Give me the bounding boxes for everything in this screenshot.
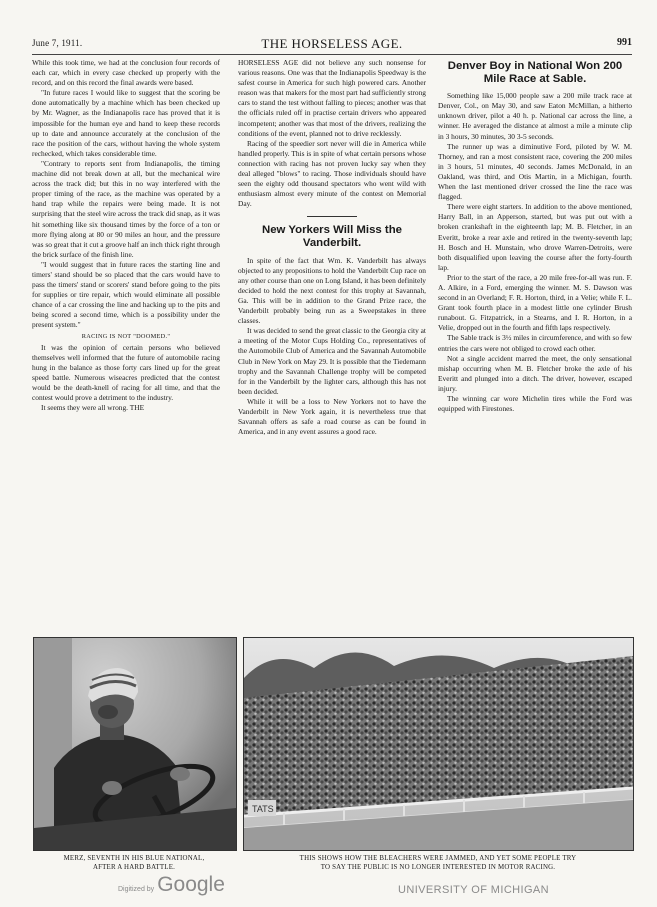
bleachers-illustration [244, 638, 633, 850]
paragraph: The winning car wore Michelin tires while the Ford was equipped with Firestones. [438, 394, 632, 414]
header-rule [32, 54, 632, 55]
seat-sign-label: TATS [252, 804, 274, 814]
article-divider [307, 216, 357, 217]
paragraph: Prior to the start of the race, a 20 mile free-for-all was run. F. A. Alkire, in a Ford, emerging the winner. M. S. Dawson was second in an Overland; F. R. Horton, third, in a Velie; while F. L. Grant took fourth place in a modest little one cylinder Brush runabout. G. Fitzpatrick, in a Stearns, and I. R. Horton, in a Velie, dropped out in the fourth and fifth laps respectively. [438, 272, 632, 333]
column-3 [438, 58, 632, 414]
caption-line: MERZ, SEVENTH IN HIS BLUE NATIONAL, [63, 855, 205, 862]
paragraph: HORSELESS AGE did not believe any such nonsense for various reasons. One was that the Indianapolis Speedway is the safest course in America for such high powered cars. Another reason was that makers for the most part had sufficiently strong cars to stand the test without falling to pieces; another was that the officials ruled off in practise certain drivers who appeared incompetent; another was that most of the drivers, realizing the conditions of the event, planned not to drive recklessly. [238, 58, 426, 138]
paragraph: In spite of the fact that Wm. K. Vanderbilt has always objected to any propositions to hold the Vanderbilt Cup race on any other course than one on Long Island, it has been definitely decided to hold the next contest for this trophy at Savannah, Ga. This will be in addition to the Grand Prize race, the Vanderbilt probably being run as a Sweepstakes in three classes. [238, 255, 426, 326]
paragraph: It was decided to send the great classic to the Georgia city at a meeting of the Motor Cups Holding Co., representatives of the Automobile Club of America and the Savannah Automobile Club in New York on May 29. It is possible that the Tiedemann trophy and the Savannah Challenge trophy will be competed for in the Vanderbilt by the lighter cars, although this has not been decided. [238, 326, 426, 396]
caption-line: THIS SHOWS HOW THE BLEACHERS WERE JAMMED, AND YET SOME PEOPLE TRY [299, 855, 577, 862]
paragraph: Racing of the speedier sort never will die in America while handled properly. This is in spite of what certain persons whose connection with racing has not proven lucky say when they deal alleged "blows" to racing. Those individuals should have seen the eighty odd thousand spectators who went wild with enthusiasm almost every minute of the contest on Memorial Day. [238, 138, 427, 209]
right-photo-caption [248, 854, 628, 872]
subhead: RACING IS NOT "DOOMED." [81, 332, 171, 340]
column-2 [238, 58, 426, 437]
caption-line: TO SAY THE PUBLIC IS NO LONGER INTERESTED IN MOTOR RACING. [320, 864, 556, 871]
bleachers-photo [243, 637, 634, 851]
paragraph: There were eight starters. In addition to the above mentioned, Harry Ball, in an Apperson, started, but was put out with a broken crankshaft in the eighteenth lap; M. B. Fletcher, in an Everitt, broke a rear axle and retired in the twenty-seventh lap; H. Bosch and H. Munstain, who drove Warren-Detroits, were both disqualified upon leaving the course after the forty-fourth lap. [438, 202, 632, 272]
article-headline: Denver Boy in National Won 200 Mile Race at Sable. [447, 60, 623, 85]
caption-line: AFTER A HARD BATTLE. [92, 864, 176, 871]
paragraph: "Contrary to reports sent from Indianapolis, the timing machine did not break down at all, but the mechanical wire across the track did; but this in no way interfered with the proper timing of the race, as the machine was operated by a hand trap while the repairs were being made. It is not surprising that the steel wire across the track did snap, as it was hit something like six thousand times by the force of a ton or more flying along at 80 or 90 miles an hour, and the pressure was so great that it cut a groove half an inch thick right through the brick surface of the finish line. [32, 158, 220, 259]
google-logo-text: Google [157, 873, 225, 896]
running-head [32, 36, 632, 52]
paragraph: "I would suggest that in future races the starting line and timers' stand should be so placed that the cars would have to pass the timers' stand or scorers' stand before going to the pits for supplies or tire repair, which would eliminate all possible chance of a car crossing the line and hacking up to the pits and being scored a second time, which is a possibility under the present system." [32, 259, 220, 330]
paragraph: While this took time, we had at the conclusion four records of each car, which in every case checked up properly with the record, and on this record the final awards were based. [32, 58, 220, 88]
paragraph: It was the opinion of certain persons who believed themselves well informed that the future of automobile racing hung in the balance as those forty cars lined up for the great speed battle. Numerous wiseacres predicted that the contest would be the death-knell of racing for all time, and that the contest would prove a detriment to the industry. [32, 342, 220, 403]
issue-date: June 7, 1911. [32, 38, 83, 48]
column-1 [32, 58, 220, 413]
paragraph: The Sable track is 3½ miles in circumference, and with so few entries the cars were not obliged to crowd each other. [438, 333, 632, 353]
google-watermark [118, 873, 225, 897]
university-watermark: UNIVERSITY OF MICHIGAN [398, 884, 549, 896]
paragraph: Something like 15,000 people saw a 200 mile track race at Denver, Col., on May 30, and saw Eaton McMillan, a hitherto unknown driver, pilot a 40 h. p. National car across the line, a winner. He averaged the distance at almost a mile a minute clip in 3 hours, 30 minutes, 30 3-5 seconds. [438, 91, 632, 141]
paragraph: While it will be a loss to New Yorkers not to have the Vanderbilt in New York again, it is nevertheless true that Savannah offers as safe a road course as can be found in America, and in any event assures a good race. [238, 396, 426, 437]
paragraph: Not a single accident marred the meet, the only sensational mishap occurring when M. B. Fletcher broke the axle of his Everitt and plunged into a ditch. The driver, however, escaped injury. [438, 353, 632, 393]
left-photo-caption [28, 854, 240, 872]
paragraph: It seems they were all wrong. THE [41, 403, 145, 413]
paragraph: The runner up was a diminutive Ford, piloted by W. M. Thorney, and ran a most consistent race, covering the 200 miles in 3 hours, 51 minutes, 40 seconds. James McDonald, in an Oakland, was third, and Otis Martin, in a Michigan, fourth. When the last mentioned driver crossed the line the race was flagged. [438, 141, 632, 202]
driver-photo [33, 637, 237, 851]
driver-illustration [34, 638, 236, 850]
journal-title: THE HORSELESS AGE. [261, 36, 403, 51]
paragraph: "In future races I would like to suggest that the scoring be done automatically by a machine which has been checked up by Mr. Wagner, as the Indianapolis race has proved that it is impossible for the human eye and hand to keep these records up to date and announce accurately at the conclusion of the race the position of the cars, without having the whole system rechecked, which takes considerable time. [32, 88, 220, 158]
page-number: 991 [617, 37, 632, 48]
digitized-by-text: Digitized by [118, 886, 155, 893]
article-headline: New Yorkers Will Miss the Vanderbilt. [261, 224, 402, 249]
